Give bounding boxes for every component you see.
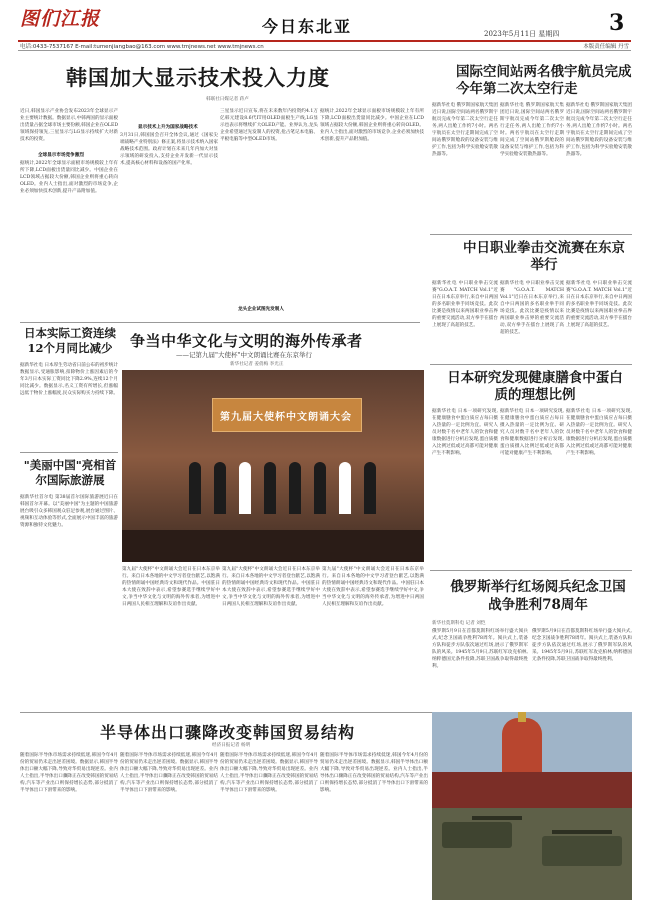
article8-byline: 新华社莫斯科电 记者 刘恺	[432, 621, 486, 626]
divider	[20, 452, 118, 453]
divider	[20, 322, 420, 323]
article9-byline: 经济日报记者 杨明	[212, 743, 251, 748]
article9-body-col3: 随着国际半导体市场需求持续低迷,韩国今年4月份的贸易仍未走出逆差困境。数据显示,韩国半导体出口额大幅下降,导致对华贸易出现逆差。业内人士指出,半导体出口骤降正在改变韩国的贸易结构,汽车等产业出口则保持增长态势,部分抵消了半导体出口下滑带来的影响。	[220, 753, 318, 793]
divider	[430, 570, 632, 571]
section-title: 今日东北亚	[262, 17, 353, 36]
article3-headline: "美丽中国"亮相首尔国际旅游展	[23, 458, 117, 487]
article4-byline: 新华社记者 姜俏梅 李光正	[230, 362, 284, 367]
article4-body-col3: 第九届"大使杯"中文朗诵大会近日在日本东京举行。来自日本各地的中文学习者登台献艺,以饱满的热情朗诵中国经典诗文和现代作品。中国驻日本大使在致辞中表示,希望参赛选手继续学好中文,争当中华文化与文明的海外传承者,为增进中日两国人民相互理解和友谊作出贡献。	[322, 567, 424, 607]
article1-sub2: 显示技术上升为国家战略技术	[138, 125, 198, 130]
article3-body: 据新华社首尔电 第38届首尔国际旅游展近日在韩国首尔开幕。以"美丽中国"为主题的中国旅游展台吸引众多韩国观众驻足参观,展台通过图片、视频和互动体验等形式,全面展示中国丰富的旅游资源和独特文化魅力。	[20, 495, 118, 528]
article2-body: 据新华社电 日本厚生劳动省日前公布的初步统计数据显示,受通胀影响,扣除物价上涨因素后的今年3月日本实际工资同比下降2.9%,连续12个月同比减少。数据显示,名义工资有所增长,但涨幅远低于物价上涨幅度,民众实际购买力持续下降。	[20, 363, 118, 396]
article9-headline: 半导体出口骤降改变韩国贸易结构	[100, 723, 356, 742]
article7-body-col1: 据新华社电 日本一项研究发现,在健康膳食中蛋白质应占每日摄入热量的一定比例为宜。研究人员对数千名中老年人的饮食和健康数据进行分析后发现,蛋白质摄入比例过低或过高都可能对健康产生不利影响。	[432, 409, 498, 456]
article7-body-col2: 据新华社电 日本一项研究发现,在健康膳食中蛋白质应占每日摄入热量的一定比例为宜。研究人员对数千名中老年人的饮食和健康数据进行分析后发现,蛋白质摄入比例过低或过高都可能对健康产生不利影响。	[500, 409, 564, 456]
divider	[430, 364, 632, 365]
article5-body-col1: 据新华社电 俄罗斯国家航天集团近日说,国际空间站两名俄罗斯宇航员完成今年第二次太空行走任务,两人出舱工作约7小时。两名宇航员在太空行走期间完成了空间站俄罗斯舱段的设备安装与维护工作,包括为科学实验舱安装散热器等。	[432, 103, 498, 157]
article4-body-col2: 第九届"大使杯"中文朗诵大会近日在日本东京举行。来自日本各地的中文学习者登台献艺,以饱满的热情朗诵中国经典诗文和现代作品。中国驻日本大使在致辞中表示,希望参赛选手继续学好中文,争当中华文化与文明的海外传承者,为增进中日两国人民相互理解和友谊作出贡献。	[222, 567, 320, 607]
article1-body3-cont: 据统计,2022年全球显示面板市场规模较上年有所下降,LCD面板出货量同比减少。中国企业在LCD领域占据较大份额,韩国企业则将重心转向OLED。业内人士指出,面对激烈的市场竞争,企业必须加快技术创新,提升产品附加值。	[320, 109, 424, 142]
article2-headline: 日本实际工资连续12个月同比减少	[24, 326, 116, 355]
article7-headline: 日本研究发现健康膳食中蛋白质的理想比例	[447, 370, 623, 403]
article7-body-col3: 据新华社电 日本一项研究发现,在健康膳食中蛋白质应占每日摄入热量的一定比例为宜。研究人员对数千名中老年人的饮食和健康数据进行分析后发现,蛋白质摄入比例过低或过高都可能对健康产生不利影响。	[566, 409, 632, 456]
article1-sub1: 全球显示市场竞争激烈	[38, 153, 84, 158]
contact-info: 电话:0433-7537167 E-mail:tumenjiangbao@163.com www.tmjnews.net www.tmjnews.cn	[20, 44, 264, 50]
article9-body-col4: 随着国际半导体市场需求持续低迷,韩国今年4月份的贸易仍未走出逆差困境。数据显示,韩国半导体出口额大幅下降,导致对华贸易出现逆差。业内人士指出,半导体出口骤降正在改变韩国的贸易结构,汽车等产业出口则保持增长态势,部分抵消了半导体出口下滑带来的影响。	[320, 753, 428, 793]
article4-body-col1: 第九届"大使杯"中文朗诵大会近日在日本东京举行。来自日本各地的中文学习者登台献艺,以饱满的热情朗诵中国经典诗文和现代作品。中国驻日本大使在致辞中表示,希望参赛选手继续学好中文,争当中华文化与文明的海外传承者,为增进中日两国人民相互理解和友谊作出贡献。	[122, 567, 220, 607]
divider	[430, 234, 632, 235]
article5-headline: 国际空间站两名俄宇航员完成今年第二次太空行走	[456, 64, 632, 97]
masthead-logo: 图们江报	[20, 8, 101, 30]
meta-bar	[18, 40, 631, 51]
article9-body-col1: 随着国际半导体市场需求持续低迷,韩国今年4月份的贸易仍未走出逆差困境。数据显示,韩国半导体出口额大幅下降,导致对华贸易出现逆差。业内人士指出,半导体出口骤降正在改变韩国的贸易结构,汽车等产业出口则保持增长态势,部分抵消了半导体出口下滑带来的影响。	[20, 753, 118, 793]
parade-photo	[432, 712, 632, 900]
article8-headline: 俄罗斯举行红场阅兵纪念卫国战争胜利78周年	[450, 579, 626, 613]
editor-credit: 本版责任编辑 丹雪	[583, 44, 629, 50]
article6-body-col1: 据新华社电 中日职业拳击交流赛"G.O.A.T. MATCH Vol.1"近日在日本东京举行,来自中日两国的多名职业拳手同场竞技。此次比赛是疫情以来两国职业拳击界的重要交流活动,双方拳手在擂台上展现了高超的技艺。	[432, 281, 498, 328]
article8-body-col2: 俄罗斯5月9日在首都莫斯科红场举行盛大阅兵式,纪念卫国战争胜利78周年。阅兵式上,装备方队和徒步方队依次通过红场,展示了俄罗斯军队的风采。1945年5月9日,苏联红军攻克柏林,纳粹德国无条件投降,苏联卫国战争取得最终胜利。	[532, 629, 632, 662]
article1-body2: 3月31日,韩国国会召开全体会议,通过《国家尖端战略产业特别法》修正案,将显示技术纳入国家战略技术范围。政府计划在未来几年内加大对显示领域的研发投入,支持企业开发新一代显示技术,提高核心材料和设备的国产化率。	[120, 133, 218, 166]
article1-sub3: 龙头企业试图先发制人	[238, 307, 284, 312]
article1-body3: 三星显示近日宣布,将在未来数年内投资约4.1万亿韩元建设8.6代IT用OLED面板生产线,LG显示也表示将继续扩大OLED产能。业界认为,龙头企业希望通过先发制人的投资,抢占笔记本电脑、平板电脑等中型OLED市场。	[220, 109, 318, 142]
article6-body-col3: 据新华社电 中日职业拳击交流赛"G.O.A.T. MATCH Vol.1"近日在日本东京举行,来自中日两国的多名职业拳手同场竞技。此次比赛是疫情以来两国职业拳击界的重要交流活动,双方拳手在擂台上展现了高超的技艺。	[566, 281, 632, 328]
article4-subtitle: ——记第九届"大使杯"中文朗诵比赛在东京举行	[176, 351, 312, 359]
article9-body-col2: 随着国际半导体市场需求持续低迷,韩国今年4月份的贸易仍未走出逆差困境。数据显示,韩国半导体出口额大幅下降,导致对华贸易出现逆差。业内人士指出,半导体出口骤降正在改变韩国的贸易结构,汽车等产业出口则保持增长态势,部分抵消了半导体出口下滑带来的影响。	[120, 753, 218, 793]
article8-body-col1: 俄罗斯5月9日在首都莫斯科红场举行盛大阅兵式,纪念卫国战争胜利78周年。阅兵式上,装备方队和徒步方队依次通过红场,展示了俄罗斯军队的风采。1945年5月9日,苏联红军攻克柏林,纳粹德国无条件投降,苏联卫国战争取得最终胜利。	[432, 629, 528, 669]
divider	[20, 712, 432, 713]
photo-banner-text: 第九届大使杯中文朗诵大会	[220, 412, 352, 423]
article1-byline: 韩联社日媒记者 蒋卢	[206, 97, 249, 102]
article5-body-col2: 据新华社电 俄罗斯国家航天集团近日说,国际空间站两名俄罗斯宇航员完成今年第二次太空行走任务,两人出舱工作约7小时。两名宇航员在太空行走期间完成了空间站俄罗斯舱段的设备安装与维护工作,包括为科学实验舱安装散热器等。	[500, 103, 564, 157]
article4-headline: 争当中华文化与文明的海外传承者	[130, 332, 363, 350]
article5-body-col3: 据新华社电 俄罗斯国家航天集团近日说,国际空间站两名俄罗斯宇航员完成今年第二次太空行走任务,两人出舱工作约7小时。两名宇航员在太空行走期间完成了空间站俄罗斯舱段的设备安装与维护工作,包括为科学实验舱安装散热器等。	[566, 103, 632, 157]
page-number: 3	[609, 10, 625, 36]
article6-body-col2: 据新华社电 中日职业拳击交流赛"G.O.A.T. MATCH Vol.1"近日在日本东京举行,来自中日两国的多名职业拳手同场竞技。此次比赛是疫情以来两国职业拳击界的重要交流活动,双方拳手在擂台上展现了高超的技艺。	[500, 281, 564, 335]
article6-headline: 中日职业拳击交流赛在东京举行	[463, 240, 625, 273]
issue-date: 2023年5月11日 星期四	[484, 30, 560, 38]
article4-photo	[122, 370, 424, 562]
article1-lead: 近日,韩国显示产业协会发布2023年全球显示产业主要统计数据。数据显示,中韩两国的显示面板出货量占据全球市场主要份额,韩国企业在OLED领域保持领先,三星显示与LG显示持续扩大对新技术的投资。	[20, 109, 118, 142]
article1-headline: 韩国加大显示技术投入力度	[66, 65, 330, 90]
article1-body1: 据统计,2022年全球显示面板市场规模较上年有所下降,LCD面板出货量同比减少。中国企业在LCD领域占据较大份额,韩国企业则将重心转向OLED。业内人士指出,面对激烈的市场竞争,企业必须加快技术创新,提升产品附加值。	[20, 161, 118, 194]
